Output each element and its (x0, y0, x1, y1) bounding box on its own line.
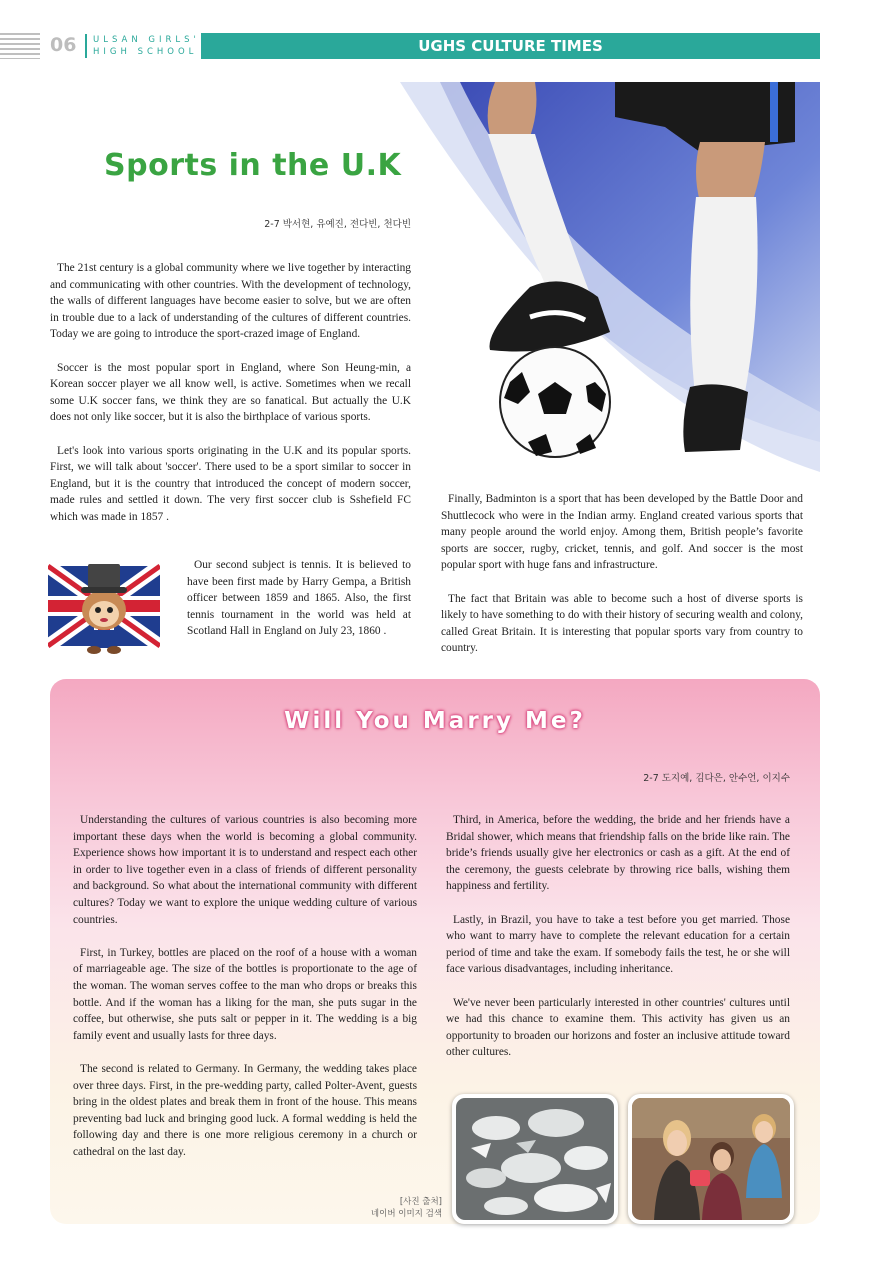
article2-right-column (446, 812, 790, 1078)
school-name (85, 34, 200, 58)
article2-right-paragraph-2: Lastly, in Brazil, you have to take a test before you get married. Those who want to marry have to complete the relevant education for a certain period of time and take the exam. If somebody fails the test, he or she will face various disadvantages, including inheritance. (446, 913, 790, 976)
article1-right-paragraph-1: Finally, Badminton is a sport that has been developed by the Battle Door and Shuttlecock who were in the Indian army. England created various sports that many people around the world enjoy. Among them, British people’s favorite sports are soccer, rugby, cricket, tennis, and golf. And soccer is the most popular sport with huge fans and infrastructure. (441, 493, 803, 572)
school-line-1: ULSAN GIRLS' (93, 35, 200, 45)
article1-paragraph-3: Let's look into various sports originating in the U.K and its popular sports. First, we will talk about 'soccer'. There used to be a sport similar to soccer in England, but it is the country that introduced the concept of modern soccer, made rules and settled it down. The very first soccer club is Sshefield FC which was made in 1857 . (50, 444, 411, 523)
article2-left-column (73, 812, 417, 1177)
article2-left-paragraph-1: Understanding the cultures of various countries is also becoming more important these days when the world is becoming a global community. Experience shows how important it is to understand and respect each other in order to live together even in a class of friends of different personality and background. So what about the international community with different cultures? Today we want to explore the unique wedding culture of various countries. (73, 814, 417, 926)
british-monkey-illustration (48, 556, 160, 656)
newspaper-banner: UGHS CULTURE TIMES (201, 33, 820, 59)
soccer-hero-image (400, 82, 820, 472)
article2-right-paragraph-1: Third, in America, before the wedding, the bride and her friends have a Bridal shower, which means that friendship falls on the bride like rain. The bride’s friends usually give her electronics or cash as a gift. At the end of the ceremony, the guests celebrate by throwing rice balls, wishing them happiness and fertility. (446, 814, 790, 893)
school-line-2: HIGH SCHOOL (93, 47, 198, 57)
article2-title: Will You Marry Me? (284, 708, 586, 734)
article1-byline: 2-7 박서현, 유예진, 전다빈, 천다빈 (264, 219, 411, 230)
photo-caption-line-2: 네이버 이미지 검색 (370, 1209, 442, 1219)
header-stripes (0, 33, 40, 59)
bridal-shower-image (632, 1098, 790, 1220)
article2-byline: 2-7 도지예, 김다은, 안수언, 이지수 (643, 773, 790, 784)
article2-left-paragraph-2: First, in Turkey, bottles are placed on the roof of a house with a woman of marriageable age. The size of the bottles is proportionate to the age of the woman. The woman serves coffee to the man who drops or breaks this bottle. And if the woman has a liking for the man, she puts sugar in the coffee, but otherwise, she puts salt or pepper in it. The wedding is a big family event and usually lasts for three days. (73, 946, 417, 1042)
article2-right-paragraph-3: We've never been particularly interested in other countries' cultures until we had this chance to examine them. This activity has given us an opportunity to broaden our horizons and foster an inclusive attitude toward other cultures. (446, 996, 790, 1059)
page-number: 06 (50, 34, 77, 56)
bridal-shower-photo (628, 1094, 794, 1224)
article1-paragraph-1: The 21st century is a global community where we live together by interacting and communicating with other countries. With the development of technology, the walls of different languages have become easier to solve, but we are often in trouble due to a lack of understanding of the cultures of different countries. Today we are going to introduce the sport-crazed image of England. (50, 262, 411, 341)
broken-plates-photo (452, 1094, 618, 1224)
photo-caption (330, 1196, 442, 1220)
article1-right-paragraph-2: The fact that Britain was able to become such a host of diverse sports is likely to have something to do with their history of securing wealth and colony, called Great Britain. It is interesting that popular sports vary from country to country. (441, 592, 803, 655)
broken-plates-image (456, 1098, 614, 1220)
photo-caption-line-1: [사진 출처] (399, 1197, 442, 1207)
article1-title: Sports in the U.K (104, 148, 402, 183)
article2-left-paragraph-3: The second is related to Germany. In Germany, the wedding takes place over three days. First, in the pre-wedding party, called Polter-Avent, guests bring in the oldest plates and break them in front of the house. This means preventing bad luck and bringing good luck. A formal wedding is held the following day and there is one more religious ceremony in a church or cathedral on the last day. (73, 1062, 417, 1158)
article1-tennis-paragraph (187, 557, 411, 640)
article1-paragraph-2: Soccer is the most popular sport in England, where Son Heung-min, a Korean soccer player we all know well, is active. Sometimes when we recall some U.K soccer fans, we think they are so fanatical. But actually the U.K does not only like soccer, but it is also the birthplace of various sports. (50, 361, 411, 424)
article1-left-column (50, 260, 411, 542)
article1-right-column (441, 491, 803, 674)
tennis-text: Our second subject is tennis. It is believed to have been first made by Harry Gempa, a British officer between 1859 and 1865. Also, the first tennis tournament in the world was held at Scotland Hall in England on July 23, 1860 . (187, 559, 411, 638)
